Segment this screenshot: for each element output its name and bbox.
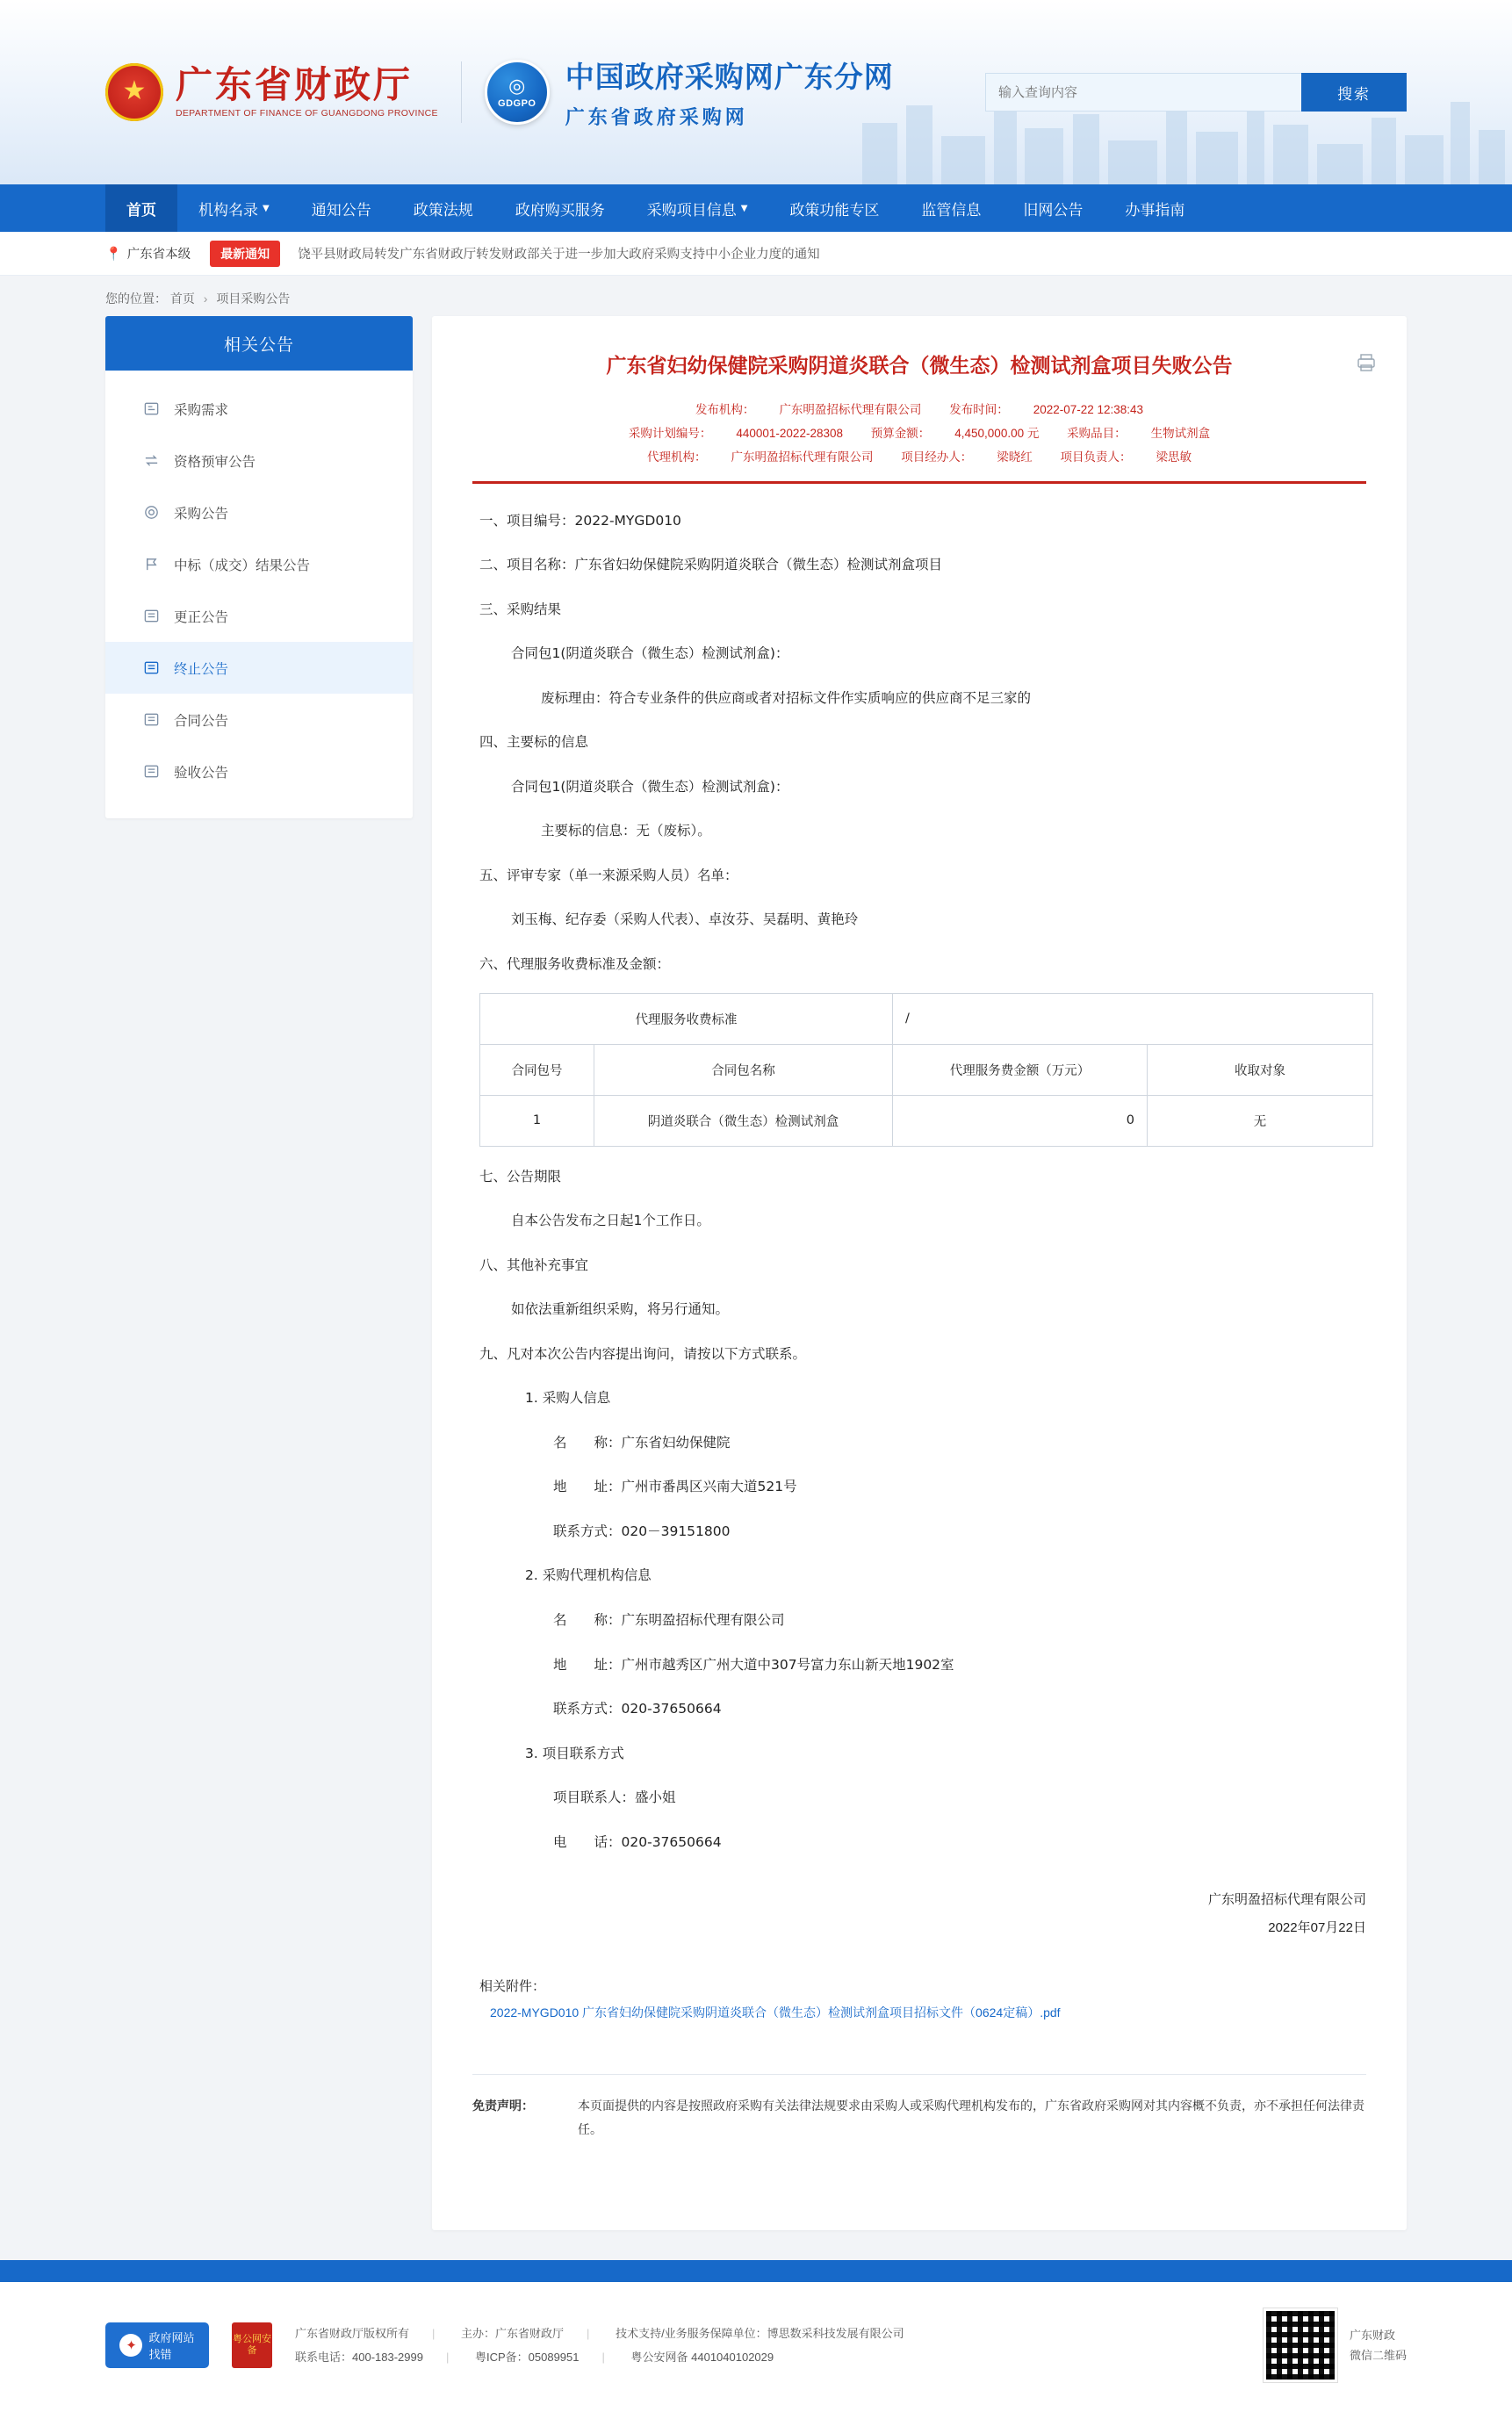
plan-no-label: 采购计划编号：	[628, 426, 712, 440]
sidebar-item-purchase-requirement[interactable]	[105, 383, 413, 435]
col-package-name: 合同包名称	[594, 1044, 893, 1095]
footer-host: 主办：广东省财政厅	[461, 2326, 565, 2340]
location-pin-icon: 📍	[105, 246, 122, 262]
label: 地 址：	[553, 1656, 622, 1673]
footer-divider: |	[587, 2326, 590, 2340]
publish-time-label: 发布时间：	[949, 402, 1009, 416]
search-box	[985, 73, 1407, 112]
sidebar-item-label: 采购需求	[174, 401, 229, 418]
cell-fee-amount: 0	[893, 1095, 1148, 1146]
section-contact-heading: 九、凡对本次公告内容提出询问，请按以下方式联系。	[479, 1345, 807, 1362]
value: 020－39151800	[621, 1523, 731, 1539]
contact-agency-name	[553, 1606, 1366, 1635]
disclaimer-text: 本页面提供的内容是按照政府采购有关法律法规要求由采购人或采购代理机构发布的，广东省政府采购网对其内容概不负责，亦不承担任何法律责任。	[578, 2099, 1364, 2136]
nav-item-home[interactable]	[105, 184, 177, 232]
sidebar-item-label: 合同公告	[174, 712, 229, 729]
value: 广州市番禺区兴南大道521号	[621, 1479, 797, 1495]
site-header	[0, 0, 1512, 184]
contact-project-title: 3. 项目联系方式	[525, 1745, 624, 1761]
nav-item-directory[interactable]	[177, 184, 291, 232]
table-row	[480, 993, 1373, 1044]
breadcrumb-item-home[interactable]: 首页	[169, 292, 195, 306]
label: 地 址：	[553, 1479, 622, 1495]
nav-item-guide[interactable]	[1104, 184, 1206, 232]
sidebar-item-correction[interactable]	[105, 590, 413, 642]
notice-headline[interactable]: 饶平县财政局转发广东省财政厅转发财政部关于进一步加大政府采购支持中小企业力度的通知	[298, 248, 820, 262]
cell-package-no: 1	[480, 1095, 594, 1146]
sidebar-item-label: 更正公告	[174, 608, 229, 625]
site-title-sub: 广东省政府采购网	[565, 107, 748, 129]
footer-copyright: 广东省财政厅版权所有	[295, 2326, 410, 2340]
officer-label: 项目经办人：	[901, 450, 973, 464]
footer-phone: 联系电话：400-183-2999	[295, 2351, 423, 2364]
sidebar-item-acceptance[interactable]	[105, 745, 413, 797]
nav-item-label: 政策法规	[413, 201, 473, 220]
contact-agency-title: 2. 采购代理机构信息	[525, 1567, 652, 1584]
contact-agency-address	[553, 1651, 1366, 1680]
badge-text-main: 政府网站	[148, 2332, 195, 2345]
label: 联系方式：	[553, 1523, 622, 1539]
footer-line-1	[295, 2322, 927, 2345]
section-project-name: 二、项目名称：广东省妇幼保健院采购阴道炎联合（微生态）检测试剂盒项目	[479, 557, 943, 573]
value: 020-37650664	[621, 1701, 722, 1717]
signature-block	[472, 1886, 1366, 1941]
section-main-subject-heading: 四、主要标的信息	[479, 734, 589, 751]
table-row	[480, 1095, 1373, 1146]
nav-item-label: 机构名录	[198, 201, 258, 220]
label: 联系方式：	[553, 1701, 622, 1717]
nav-item-label: 采购项目信息	[646, 201, 737, 220]
document-meta	[472, 398, 1366, 469]
section-other-heading: 八、其他补充事宜	[479, 1256, 589, 1273]
chevron-down-icon: ▼	[740, 203, 748, 213]
label: 电 话：	[553, 1833, 622, 1850]
publisher-value: 广东明盈招标代理有限公司	[779, 402, 922, 416]
contact-buyer-tel	[553, 1517, 1366, 1546]
breadcrumb-prefix: 您的位置：	[105, 292, 167, 306]
footer-line-2	[295, 2345, 927, 2369]
sidebar-item-contract[interactable]	[105, 694, 413, 745]
announcement-document	[432, 316, 1407, 2230]
doc-icon	[142, 763, 160, 781]
budget-value: 4,450,000.00 元	[954, 426, 1040, 440]
globe-icon: ◎	[508, 74, 526, 97]
qr-caption-line1: 广东财政	[1349, 2328, 1395, 2342]
manager-value: 梁思敏	[1156, 450, 1192, 464]
footer-top-bar	[0, 2260, 1512, 2279]
title-divider	[472, 481, 1366, 484]
value: 广州市越秀区广州大道中307号富力东山新天地1902室	[621, 1656, 954, 1673]
target-icon	[142, 504, 160, 522]
footer-divider: |	[445, 2351, 450, 2364]
value: 广东明盈招标代理有限公司	[621, 1611, 785, 1628]
section-experts-names: 刘玉梅、纪存委（采购人代表）、卓汝芬、吴磊明、黄艳玲	[511, 911, 859, 928]
sidebar-item-termination[interactable]	[105, 642, 413, 694]
col-payer: 收取对象	[1148, 1044, 1373, 1095]
nav-item-supervision[interactable]	[900, 184, 1002, 232]
nav-item-old-site[interactable]	[1002, 184, 1104, 232]
badge-text-sub: 找错	[148, 2349, 172, 2362]
qr-code-icon	[1264, 2308, 1337, 2382]
site-title	[565, 54, 894, 130]
section-result-heading: 三、采购结果	[479, 601, 562, 617]
section-other-text: 如依法重新组织采购，将另行通知。	[511, 1301, 730, 1318]
report-icon: ✦	[119, 2334, 142, 2357]
breadcrumb-separator: ›	[203, 292, 208, 306]
police-seal-icon[interactable]: 粤公网安备	[232, 2322, 272, 2368]
section-fee-heading: 六、代理服务收费标准及金额：	[479, 955, 671, 972]
nav-item-policy-zone[interactable]	[768, 184, 900, 232]
nav-item-procurement-projects[interactable]	[626, 184, 769, 232]
meta-row-2	[472, 421, 1366, 445]
section-experts-heading: 五、评审专家（单一来源采购人员）名单：	[479, 867, 738, 883]
gdgpo-abbr: GDGPO	[498, 97, 536, 109]
nav-item-announcements[interactable]	[291, 184, 392, 232]
attachment-title: 相关附件：	[479, 1979, 546, 1995]
footer-tech-support: 技术支持/业务服务保障单位：博思数采科技发展有限公司	[616, 2326, 904, 2340]
col-package-no: 合同包号	[480, 1044, 594, 1095]
contact-project-tel	[553, 1828, 1366, 1857]
meta-row-1	[472, 398, 1366, 421]
doc-icon	[142, 711, 160, 729]
national-emblem-icon	[105, 63, 163, 121]
region-label: 广东省本级	[126, 248, 191, 262]
nav-item-label: 政策功能专区	[789, 201, 880, 220]
plan-no-value: 440001-2022-28308	[736, 426, 843, 440]
footer-icp[interactable]: 粤ICP备：05089951	[474, 2351, 580, 2364]
publish-time-value: 2022-07-22 12:38:43	[1033, 402, 1144, 416]
fee-caption-value: /	[893, 993, 1373, 1044]
sidebar-title: 相关公告	[105, 316, 413, 371]
footer-police-record[interactable]: 粤公安网备 4401040102029	[630, 2351, 774, 2364]
sidebar-item-purchase-announcement[interactable]	[105, 486, 413, 538]
doc-icon	[142, 400, 160, 418]
page-title: 广东省妇幼保健院采购阴道炎联合（微生态）检测试剂盒项目失败公告	[606, 355, 1233, 378]
agency-label: 代理机构：	[646, 450, 707, 464]
nav-item-label: 办事指南	[1125, 201, 1185, 220]
badge-text	[148, 2329, 194, 2362]
section-main-subject-info: 主要标的信息：无（废标）。	[541, 823, 711, 839]
signature-date: 2022年07月22日	[1268, 1919, 1366, 1935]
disclaimer-title: 免责声明：	[472, 2099, 534, 2113]
footer-divider: |	[432, 2326, 436, 2340]
qr-caption	[1350, 2325, 1407, 2366]
contact-buyer-name	[553, 1429, 1366, 1458]
nav-item-label: 政府购买服务	[515, 201, 605, 220]
manager-label: 项目负责人：	[1060, 450, 1132, 464]
officer-value: 梁晓红	[997, 450, 1033, 464]
value: 广东省妇幼保健院	[621, 1434, 731, 1451]
region-selector[interactable]	[105, 244, 191, 263]
fee-caption-label: 代理服务收费标准	[480, 993, 893, 1044]
print-icon[interactable]	[1356, 353, 1377, 372]
nav-item-label: 通知公告	[311, 201, 371, 220]
footer-text-block	[295, 2322, 927, 2370]
flag-icon	[142, 556, 160, 573]
section-main-subject-package: 合同包1(阴道炎联合（微生态）检测试剂盒)：	[511, 778, 789, 795]
sidebar	[105, 316, 413, 818]
header-divider	[461, 61, 462, 123]
category-value: 生物试剂盒	[1150, 426, 1211, 440]
finance-dept-name-cn: 广东省财政厅	[176, 62, 414, 106]
cell-payer: 无	[1148, 1095, 1373, 1146]
nav-item-label: 首页	[126, 201, 156, 220]
sidebar-item-label: 资格预审公告	[174, 453, 256, 470]
contact-agency-tel	[553, 1695, 1366, 1724]
breadcrumb-item-current[interactable]: 项目采购公告	[216, 292, 291, 306]
label: 名 称：	[553, 1434, 622, 1451]
sidebar-item-award-result[interactable]	[105, 538, 413, 590]
section-period-heading: 七、公告期限	[479, 1168, 562, 1184]
section-period-text: 自本公告发布之日起1个工作日。	[511, 1213, 710, 1229]
label: 项目联系人：	[553, 1789, 636, 1806]
doc-icon	[142, 608, 160, 625]
signature-company: 广东明盈招标代理有限公司	[1207, 1892, 1366, 1908]
budget-label: 预算金额：	[870, 426, 931, 440]
nav-item-policy-regulations[interactable]	[392, 184, 494, 232]
search-button[interactable]: 搜索	[1301, 73, 1407, 112]
cell-package-name: 阴道炎联合（微生态）检测试剂盒	[594, 1095, 893, 1146]
content-area	[0, 316, 1512, 2260]
nav-item-gov-purchase-service[interactable]	[494, 184, 626, 232]
gov-site-report-badge[interactable]	[105, 2322, 209, 2368]
sidebar-list	[105, 371, 413, 818]
sidebar-item-label: 验收公告	[174, 764, 229, 781]
section-result-package: 合同包1(阴道炎联合（微生态）检测试剂盒)：	[511, 645, 789, 662]
finance-dept-name-en: DEPARTMENT OF FINANCE OF GUANGDONG PROVINCE	[176, 108, 438, 119]
category-label: 采购品目：	[1067, 426, 1127, 440]
gdgpo-logo-icon[interactable]	[485, 60, 550, 125]
attachment-link[interactable]: 2022-MYGD010 广东省妇幼保健院采购阴道炎联合（微生态）检测试剂盒项目招标文件（0624定稿）.pdf	[490, 2005, 1061, 2020]
contact-project-person	[553, 1783, 1366, 1812]
section-result-reason: 废标理由：符合专业条件的供应商或者对招标文件作实质响应的供应商不足三家的	[541, 689, 1032, 706]
footer-qr-block	[1264, 2308, 1407, 2382]
finance-dept-logo[interactable]	[176, 62, 438, 119]
notice-bar	[0, 232, 1512, 276]
breadcrumb	[0, 276, 1512, 316]
table-header-row	[480, 1044, 1373, 1095]
exchange-icon	[142, 452, 160, 470]
disclaimer	[472, 2074, 1366, 2141]
publisher-label: 发布机构：	[695, 402, 755, 416]
agency-fee-table	[479, 993, 1373, 1147]
sidebar-item-label: 中标（成交）结果公告	[174, 557, 311, 573]
value: 020-37650664	[621, 1833, 722, 1850]
doc-icon	[142, 659, 160, 677]
sidebar-item-prequalification[interactable]	[105, 435, 413, 486]
section-project-number: 一、项目编号：2022-MYGD010	[479, 512, 681, 529]
contact-buyer-title: 1. 采购人信息	[525, 1390, 611, 1407]
value: 盛小姐	[635, 1789, 676, 1806]
sidebar-item-label: 采购公告	[174, 505, 229, 522]
label: 名 称：	[553, 1611, 622, 1628]
site-title-main: 中国政府采购网广东分网	[565, 60, 894, 94]
footer-divider: |	[601, 2351, 605, 2364]
agency-value: 广东明盈招标代理有限公司	[731, 450, 874, 464]
contact-buyer-address	[553, 1472, 1366, 1501]
main-nav	[0, 184, 1512, 232]
sidebar-item-label: 终止公告	[174, 660, 229, 677]
search-input[interactable]	[985, 73, 1301, 112]
col-fee-amount: 代理服务费金额（万元）	[893, 1044, 1148, 1095]
site-footer	[0, 2279, 1512, 2412]
chevron-down-icon: ▼	[263, 203, 270, 213]
nav-item-label: 监管信息	[921, 201, 982, 220]
qr-caption-line2: 微信二维码	[1349, 2349, 1407, 2362]
nav-item-label: 旧网公告	[1023, 201, 1084, 220]
latest-notice-badge: 最新通知	[210, 241, 280, 267]
meta-row-3	[472, 445, 1366, 469]
